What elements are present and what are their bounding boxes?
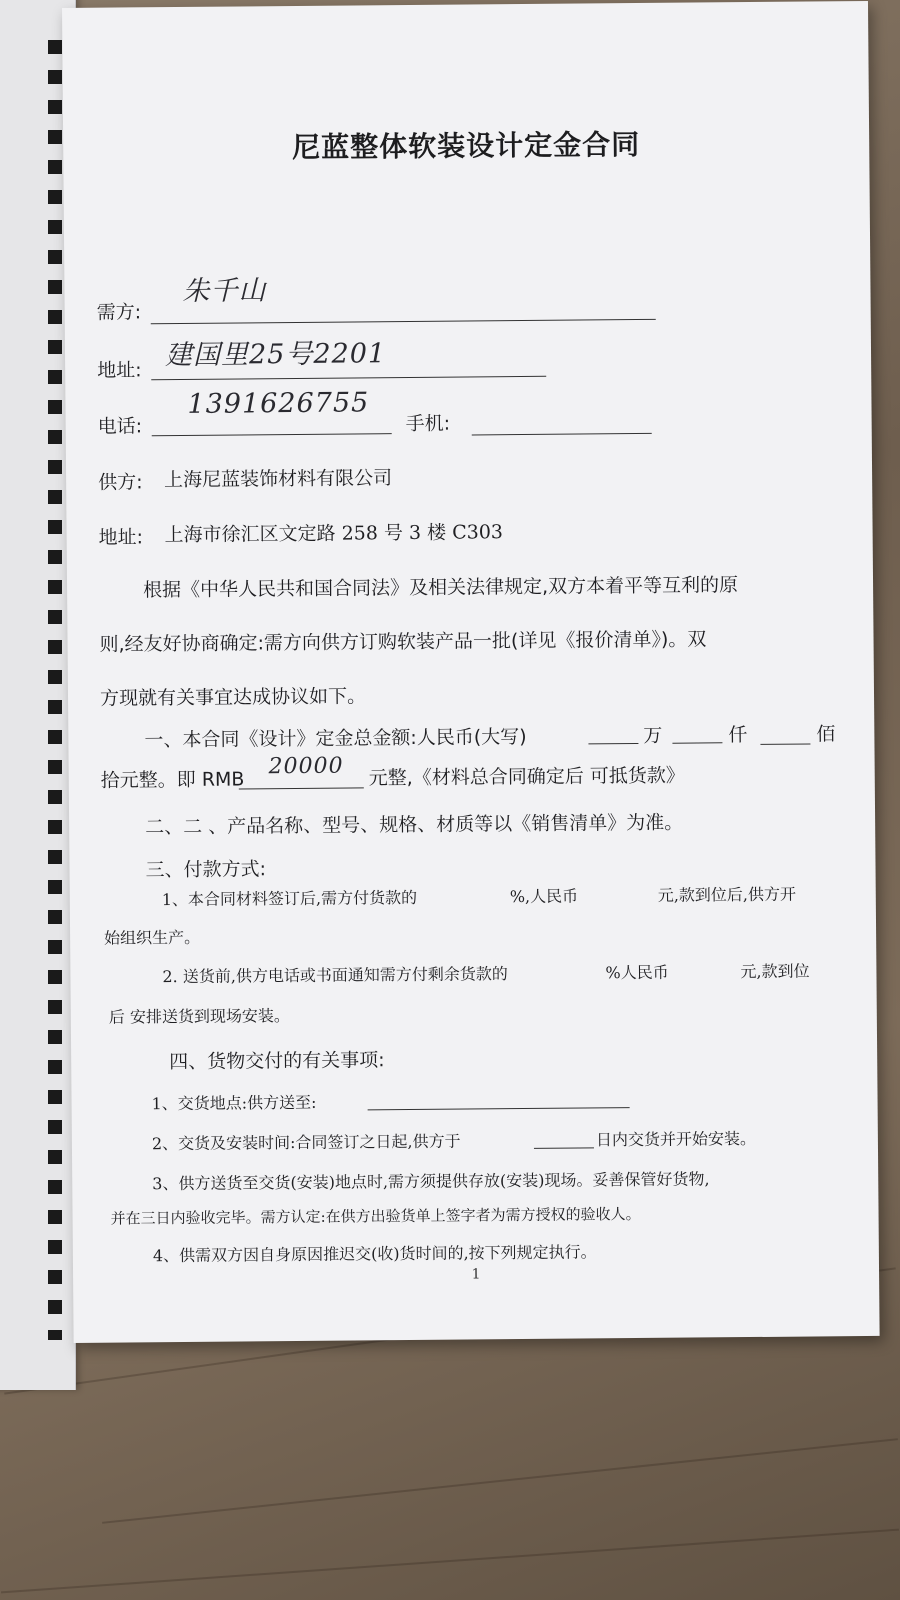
payment-2-tail: 元,款到位: [740, 961, 810, 982]
spiral-binding: [48, 40, 62, 1340]
payment-2-text: 2. 送货前,供方电话或书面通知需方付剩余货款的: [162, 964, 508, 987]
payment-2-percent: %人民币: [605, 962, 669, 983]
clause-4-heading: 四、货物交付的有关事项:: [169, 1049, 385, 1074]
supplier-address-label: 地址:: [98, 526, 144, 549]
buyer-line: [151, 319, 656, 324]
unit-bai: 佰: [816, 723, 836, 746]
delivery-3-text: 3、供方送货至交货(安装)地点时,需方须提供存放(安装)现场。妥善保管好货物,: [152, 1169, 710, 1194]
floor-grain: [102, 1438, 898, 1524]
delivery-place-line: [368, 1107, 630, 1110]
payment-1-percent: %,人民币: [509, 886, 579, 907]
buyer-address-line: [151, 376, 546, 380]
supplier-name: 上海尼蓝装饰材料有限公司: [164, 467, 393, 492]
payment-1-tail: 元,款到位后,供方开: [657, 884, 797, 905]
buyer-address-label: 地址:: [97, 359, 142, 382]
blank-wan: [588, 743, 638, 744]
mobile-line: [472, 433, 652, 436]
buyer-label: 需方:: [96, 301, 142, 324]
contract-page: [62, 1, 880, 1343]
clause-1-tail: 元整,《材料总合同确定后 可抵货款》: [368, 764, 685, 790]
payment-1-continued: 始组织生产。: [104, 927, 201, 948]
delivery-days-line: [534, 1147, 594, 1149]
clause-2: 二、二 、产品名称、型号、规格、材质等以《销售清单》为准。: [145, 811, 684, 839]
delivery-3-continued: 并在三日内验收完毕。需方认定:在供方出验货单上签字者为需方授权的验收人。: [110, 1204, 641, 1228]
phone-handwritten: 1391626755: [187, 387, 370, 420]
phone-label: 电话:: [97, 415, 143, 438]
unit-wan: 万: [643, 724, 663, 747]
delivery-2-tail: 日内交货并开始安装。: [595, 1128, 756, 1150]
supplier-label: 供方:: [98, 471, 143, 494]
page-title: 尼蓝整体软装设计定金合同: [292, 127, 641, 164]
clause-3-heading: 三、付款方式:: [145, 858, 267, 882]
supplier-address: 上海市徐汇区文定路 258 号 3 楼 C303: [164, 521, 504, 547]
intro-line-3: 方现就有关事宜达成协议如下。: [99, 685, 367, 710]
intro-line-2: 则,经友好协商确定:需方向供方订购软装产品一批(详见《报价清单》)。双: [99, 628, 707, 656]
phone-line: [152, 433, 392, 436]
buyer-name-handwritten: 朱千山: [182, 275, 267, 307]
clause-1-rmb-label: 拾元整。即 RMB: [100, 768, 245, 792]
delivery-2-text: 2、交货及安装时间:合同签订之日起,供方于: [151, 1131, 461, 1154]
floor-grain: [1, 1529, 899, 1594]
payment-1-text: 1、本合同材料签订后,需方付货款的: [161, 887, 418, 910]
unit-qian: 仟: [728, 724, 748, 747]
payment-2-continued: 后 安排送货到现场安装。: [108, 1006, 290, 1027]
delivery-4: 4、供需双方因自身原因推迟交(收)货时间的,按下列规定执行。: [152, 1242, 597, 1266]
intro-line-1: 根据《中华人民共和国合同法》及相关法律规定,双方本着平等互利的原: [142, 574, 739, 602]
rmb-amount-handwritten: 20000: [268, 753, 344, 780]
intro-paragraph: [99, 557, 850, 726]
page-number: 1: [471, 1266, 481, 1283]
delivery-1: 1、交货地点:供方送至:: [151, 1092, 317, 1114]
blank-bai: [760, 743, 810, 744]
mobile-label: 手机:: [405, 412, 451, 436]
buyer-address-handwritten: 建国里25号2201: [164, 338, 387, 372]
blank-qian: [672, 742, 722, 743]
rmb-line: [239, 787, 364, 789]
clause-1-text: 一、本合同《设计》定金总金额:人民币(大写): [144, 725, 527, 752]
